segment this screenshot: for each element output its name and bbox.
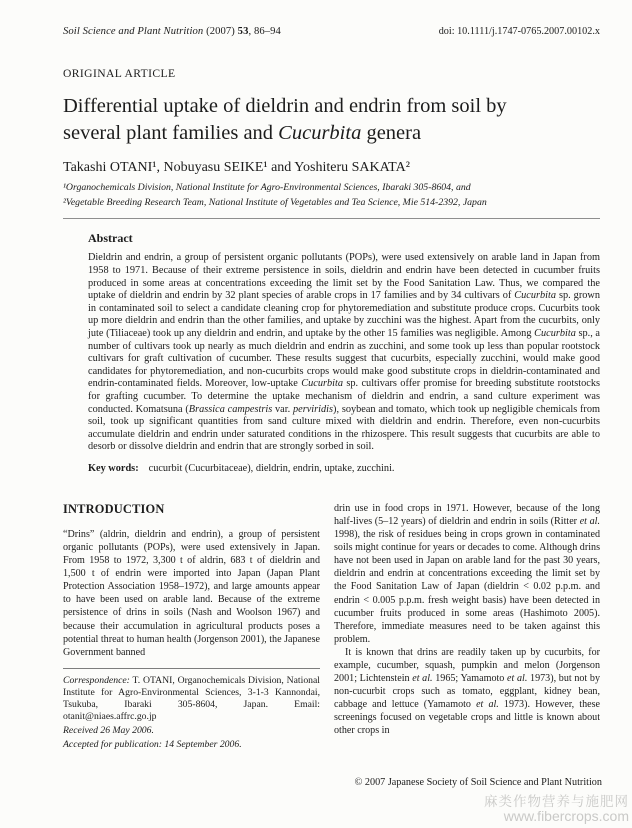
intro-paragraph-left: “Drins” (aldrin, dieldrin and endrin), a group of persistent organic pollutants (POPs), were used extensively in Japan. From 1958 to 1972, 3,300 t of aldrin, 683 t of dieldrin and 1,500 t of endrin were imported into Japan (Japan Plant Protection Association 1958–1972), and large amounts appear to have been used on arable land. Because of the extreme persistence of drins in soils (Nash and Woolson 1967) and because their accumulation in agricultural products poses a potential threat to human health (Jorgenson 2001), the Japanese Government banned bbox=[63, 528, 320, 658]
abstract-paragraph: Dieldrin and endrin, a group of persistent organic pollutants (POPs), were used extensively on arable land in Japan from 1958 to 1971. Because of their extreme persistence in soils, dieldrin and endrin have been detected in cucumber fruits produced in some areas at concentrations exceeding the limit set by the Food Sanitation Law. Thus, we compared the uptake of dieldrin and endrin by 32 plant species of arable crops in 17 families and by 34 cultivars of Cucurbita sp. grown in contaminated soil to select a candidate cleaning crop for phytoremediation and substitute produce crops. Cucurbits took up more dieldrin and endrin than the other families, and uptake by zucchini was the highest. Apart from the cucurbits, only jute (Tiliaceae) took up any dieldrin and endrin, and uptake by the other 15 families was negligible. Among Cucurbita sp., a number of cultivars took up nearly as much dieldrin and endrin as zucchini, and some took up less than popular rootstock cultivars for graft cultivation of cucumber. These results suggest that cucurbits, especially zucchini, would make good candidates for phytoremediation, and non-cucurbits crops would make good substitute crops in dieldrin-contaminated and endrin-contaminated fields. Moreover, low-uptake Cucurbita sp. cultivars offer promise for breeding substitute rootstocks for grafting cucumber. To determine the uptake mechanism of dieldrin and endrin, a sand culture experiment was conducted. Komatsuna (Brassica campestris var. perviridis), soybean and tomato, which took up negligible chemicals from soil, took up significant quantities from sand culture mixed with dieldrin and endrin. Therefore, even non-cucurbits accumulate dieldrin and endrin under saturated conditions in the rhizospere. This result suggests that cucurbits are able to desorb or dissolve dieldrin and endrin that are strongly sorbed in soil. bbox=[88, 252, 601, 453]
intro-paragraph-right-1: drin use in food crops in 1971. However, because of the long half-lives (5–12 years) of dieldrin and endrin in soils (Ritter et al. 1998), the risk of residues being in crops grown in contaminated soils might continue for years or decades to come. Although drins have not been used in Japan on arable land for the past 30 years, dieldrin and endrin at concentrations exceeding the limit set by the Food Sanitation Law of Japan (dieldrin < 0.02 p.p.m. and endrin < 0.005 p.p.m. fresh weight basis) have been detected in cucumber fruits produced in some areas (Hashimoto 2005). Therefore, immediate measures need to be taken against this problem. bbox=[334, 502, 600, 645]
affiliation-2: ²Vegetable Breeding Research Team, National Institute of Vegetables and Tea Science, Mie 514-2392, Japan bbox=[63, 196, 487, 208]
copyright-footer: © 2007 Japanese Society of Soil Science and Plant Nutrition bbox=[354, 777, 602, 788]
two-column-body bbox=[63, 502, 600, 752]
watermark-line1: 麻类作物营养与施肥网 bbox=[484, 794, 629, 809]
journal-reference: Soil Science and Plant Nutrition (2007) 53, 86–94 bbox=[63, 26, 281, 37]
watermark bbox=[484, 794, 629, 825]
authors-line: Takashi OTANI¹, Nobuyasu SEIKE¹ and Yoshiteru SAKATA² bbox=[63, 160, 410, 176]
abstract-heading: Abstract bbox=[88, 231, 133, 246]
footnote-divider bbox=[63, 668, 320, 669]
intro-right-column bbox=[334, 502, 600, 752]
keywords-text: cucurbit (Cucurbitaceae), dieldrin, endrin, uptake, zucchini. bbox=[148, 462, 395, 474]
header-divider bbox=[63, 218, 600, 219]
doi-text: doi: 10.1111/j.1747-0765.2007.00102.x bbox=[438, 26, 600, 37]
keywords-line bbox=[88, 463, 600, 474]
article-type-label: ORIGINAL ARTICLE bbox=[63, 67, 176, 80]
keywords-label: Key words: bbox=[88, 462, 139, 474]
paper-title bbox=[63, 93, 600, 146]
introduction-heading: INTRODUCTION bbox=[63, 501, 165, 516]
correspondence-note: Correspondence: T. OTANI, Organochemicals Division, National Institute for Agro-Environmental Sciences, 3-1-3 Kannondai, Tsukuba, Ibaraki 305-8604, Japan. Email: otanit@niaes.affrc.go.jp bbox=[63, 674, 320, 723]
received-note: Received 26 May 2006. bbox=[63, 725, 154, 737]
intro-left-column bbox=[63, 502, 320, 752]
intro-paragraph-right-2: It is known that drins are readily taken up by cucurbits, for example, cucumber, squash, pumpkin and melon (Jorgenson 2001; Lichtenstein et al. 1965; Yamamoto et al. 1973), but not by non-cucurbit crops such as tomato, eggplant, kidney bean, cabbage and lettuce (Yamamoto et al. 1973). However, these screenings focused on vegetable crops and little is known about other crops in bbox=[334, 646, 600, 737]
correspondence-footnote bbox=[63, 668, 320, 752]
accepted-note: Accepted for publication: 14 September 2006. bbox=[63, 739, 242, 751]
affiliation-1: ¹Organochemicals Division, National Institute for Agro-Environmental Sciences, Ibaraki 305-8604, and bbox=[63, 182, 471, 194]
watermark-line2: www.fibercrops.com bbox=[503, 808, 629, 825]
paper-title-line1: Differential uptake of dieldrin and endrin from soil by bbox=[63, 95, 507, 117]
affiliations-block bbox=[63, 181, 600, 210]
paper-title-line2: several plant families and Cucurbita genera bbox=[63, 121, 422, 144]
journal-header bbox=[63, 26, 600, 37]
abstract-section bbox=[88, 231, 600, 474]
